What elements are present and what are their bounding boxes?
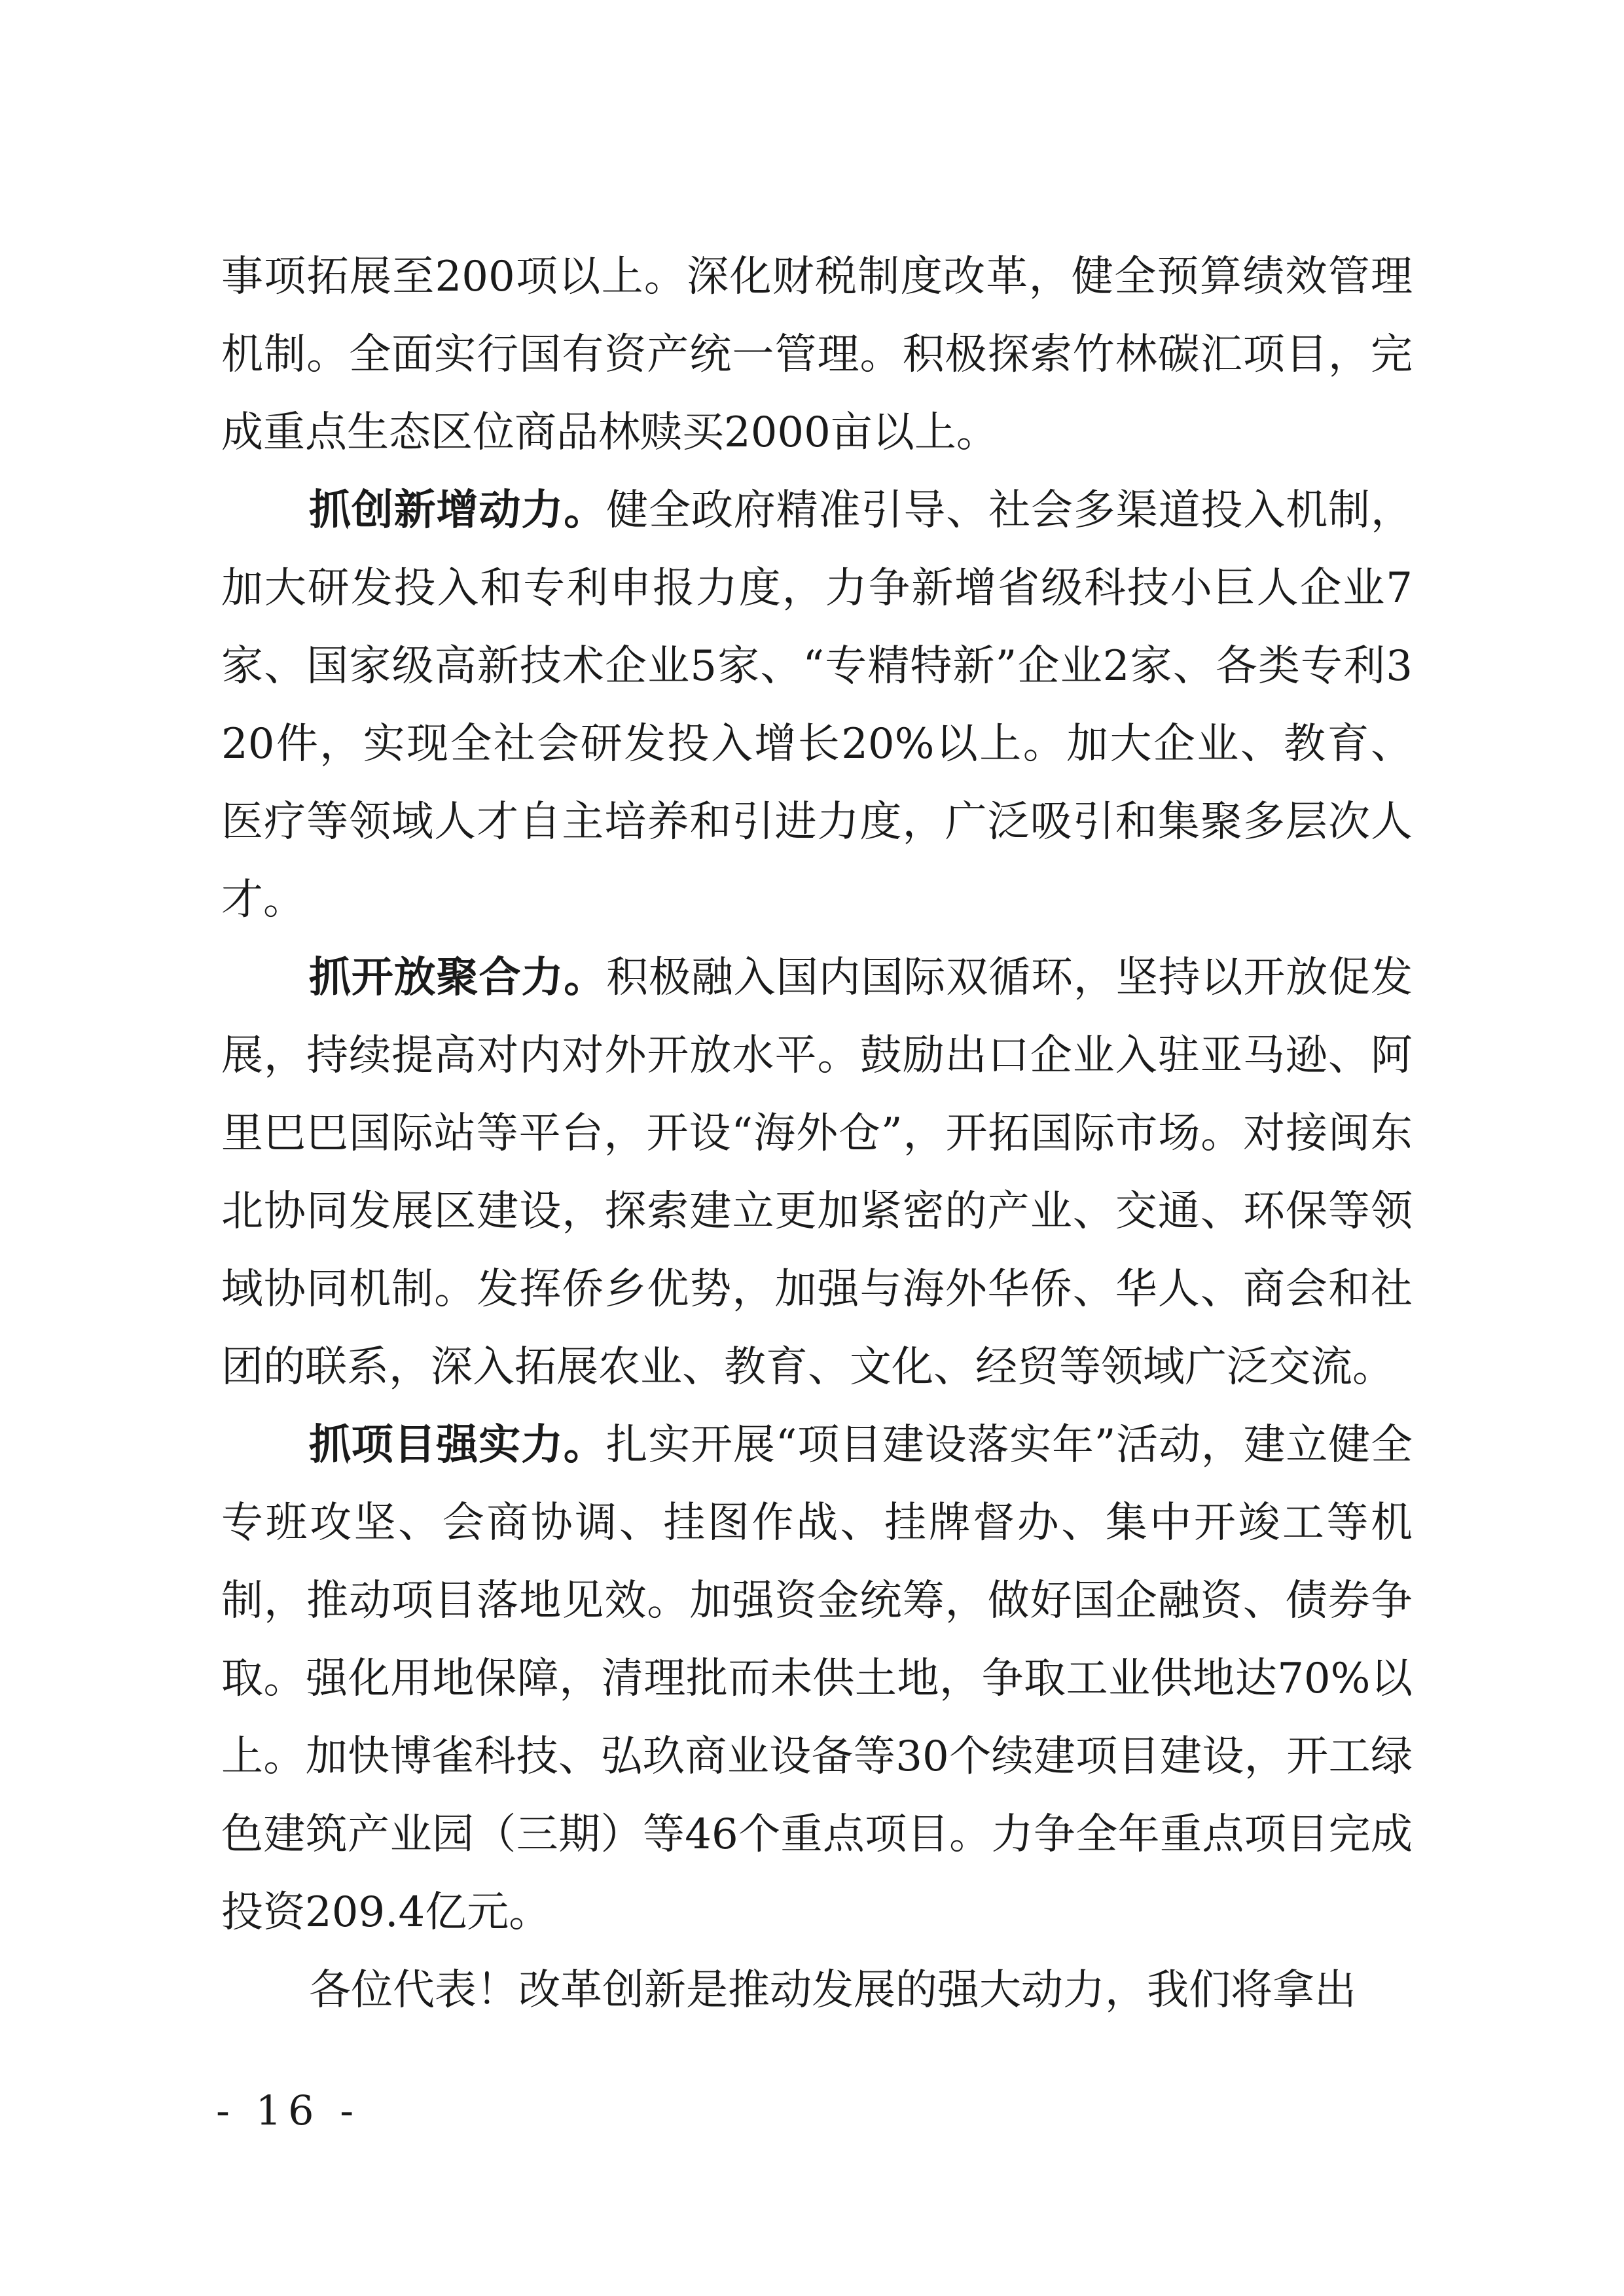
paragraph-heading: 抓项目强实力。 [309, 1421, 606, 1469]
paragraph-projects [221, 1407, 1413, 1952]
paragraph-text: 积极融入国内国际双循环，坚持以开放促发展，持续提高对内对外开放水平。鼓励出口企业入驻亚马逊、阿里巴巴国际站等平台，开设“海外仓”，开拓国际市场。对接闽东北协同发展区建设，探索建立更加紧密的产业、交通、环保等领域协同机制。发挥侨乡优势，加强与海外华侨、华人、商会和社团的联系，深入拓展农业、教育、文化、经贸等领域广泛交流。 [221, 954, 1413, 1391]
paragraph-text: 事项拓展至200项以上。深化财税制度改革，健全预算绩效管理机制。全面实行国有资产统一管理。积极探索竹林碳汇项目，完成重点生态区位商品林赎买2000亩以上。 [221, 253, 1413, 457]
paragraph-text: 扎实开展“项目建设落实年”活动，建立健全专班攻坚、会商协调、挂图作战、挂牌督办、集中开竣工等机制，推动项目落地见效。加强资金统筹，做好国企融资、债券争取。强化用地保障，清理批而未供土地，争取工业供地达70%以上。加快博雀科技、弘玖商业设备等30个续建项目建设，开工绿色建筑产业园（三期）等46个重点项目。力争全年重点项目完成投资209.4亿元。 [221, 1421, 1413, 1937]
paragraph-heading: 抓开放聚合力。 [309, 954, 607, 1002]
paragraph-text: 各位代表！改革创新是推动发展的强大动力，我们将拿出 [309, 1966, 1356, 2015]
paragraph-text: 健全政府精准引导、社会多渠道投入机制，加大研发投入和专利申报力度，力争新增省级科技小巨人企业7家、国家级高新技术企业5家、“专精特新”企业2家、各类专利320件，实现全社会研发投入增长20%以上。加大企业、教育、医疗等领域人才自主培养和引进力度，广泛吸引和集聚多层次人才。 [221, 486, 1413, 924]
paragraph-closing [221, 1952, 1413, 2030]
paragraph-innovation [221, 472, 1413, 939]
paragraph-heading: 抓创新增动力。 [309, 486, 607, 535]
paragraph-continued [221, 238, 1413, 472]
page-number: - 16 - [216, 2087, 361, 2134]
paragraph-opening-up [221, 939, 1413, 1407]
document-body [221, 238, 1413, 2030]
